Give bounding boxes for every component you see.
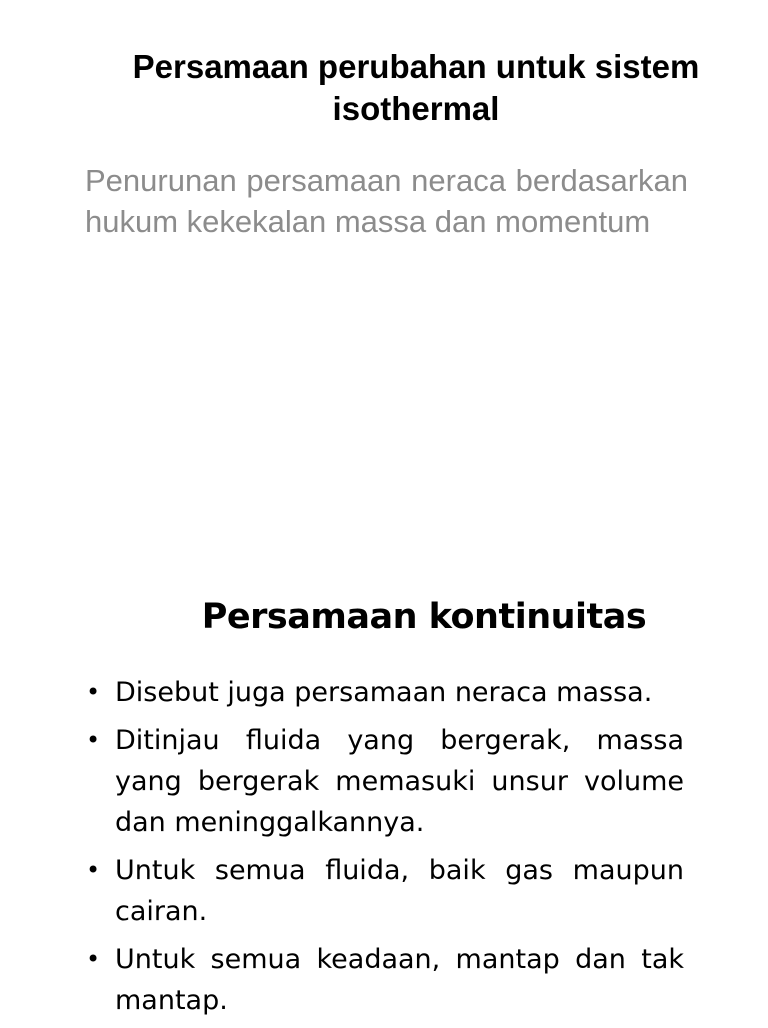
bullet-item [86, 720, 684, 843]
bullet-text: Untuk semua keadaan, mantap dan tak mantap. [115, 944, 684, 1016]
slide-2 [0, 512, 768, 1024]
bullet-icon: • [86, 945, 101, 973]
bullet-text: Ditinjau fluida yang bergerak, massa yang bergerak memasuki unsur volume dan meninggalkannya. [115, 725, 684, 838]
bullet-item [86, 939, 684, 1021]
bullet-icon: • [86, 726, 101, 754]
slide-2-title: Persamaan kontinuitas [201, 597, 647, 637]
bullet-item [86, 672, 684, 713]
slide-1-subtitle: Penurunan persamaan neraca berdasarkan hukum kekekalan massa dan momentum [85, 163, 688, 239]
bullet-icon: • [86, 856, 101, 884]
bullet-item [86, 850, 684, 932]
slide-1 [0, 0, 768, 512]
slide-1-title: Persamaan perubahan untuk sistem isothermal [132, 48, 700, 127]
bullet-icon: • [86, 678, 101, 706]
bullet-text: Untuk semua fluida, baik gas maupun cairan. [115, 855, 684, 927]
bullet-list [86, 672, 684, 1028]
bullet-text: Disebut juga persamaan neraca massa. [115, 677, 653, 708]
